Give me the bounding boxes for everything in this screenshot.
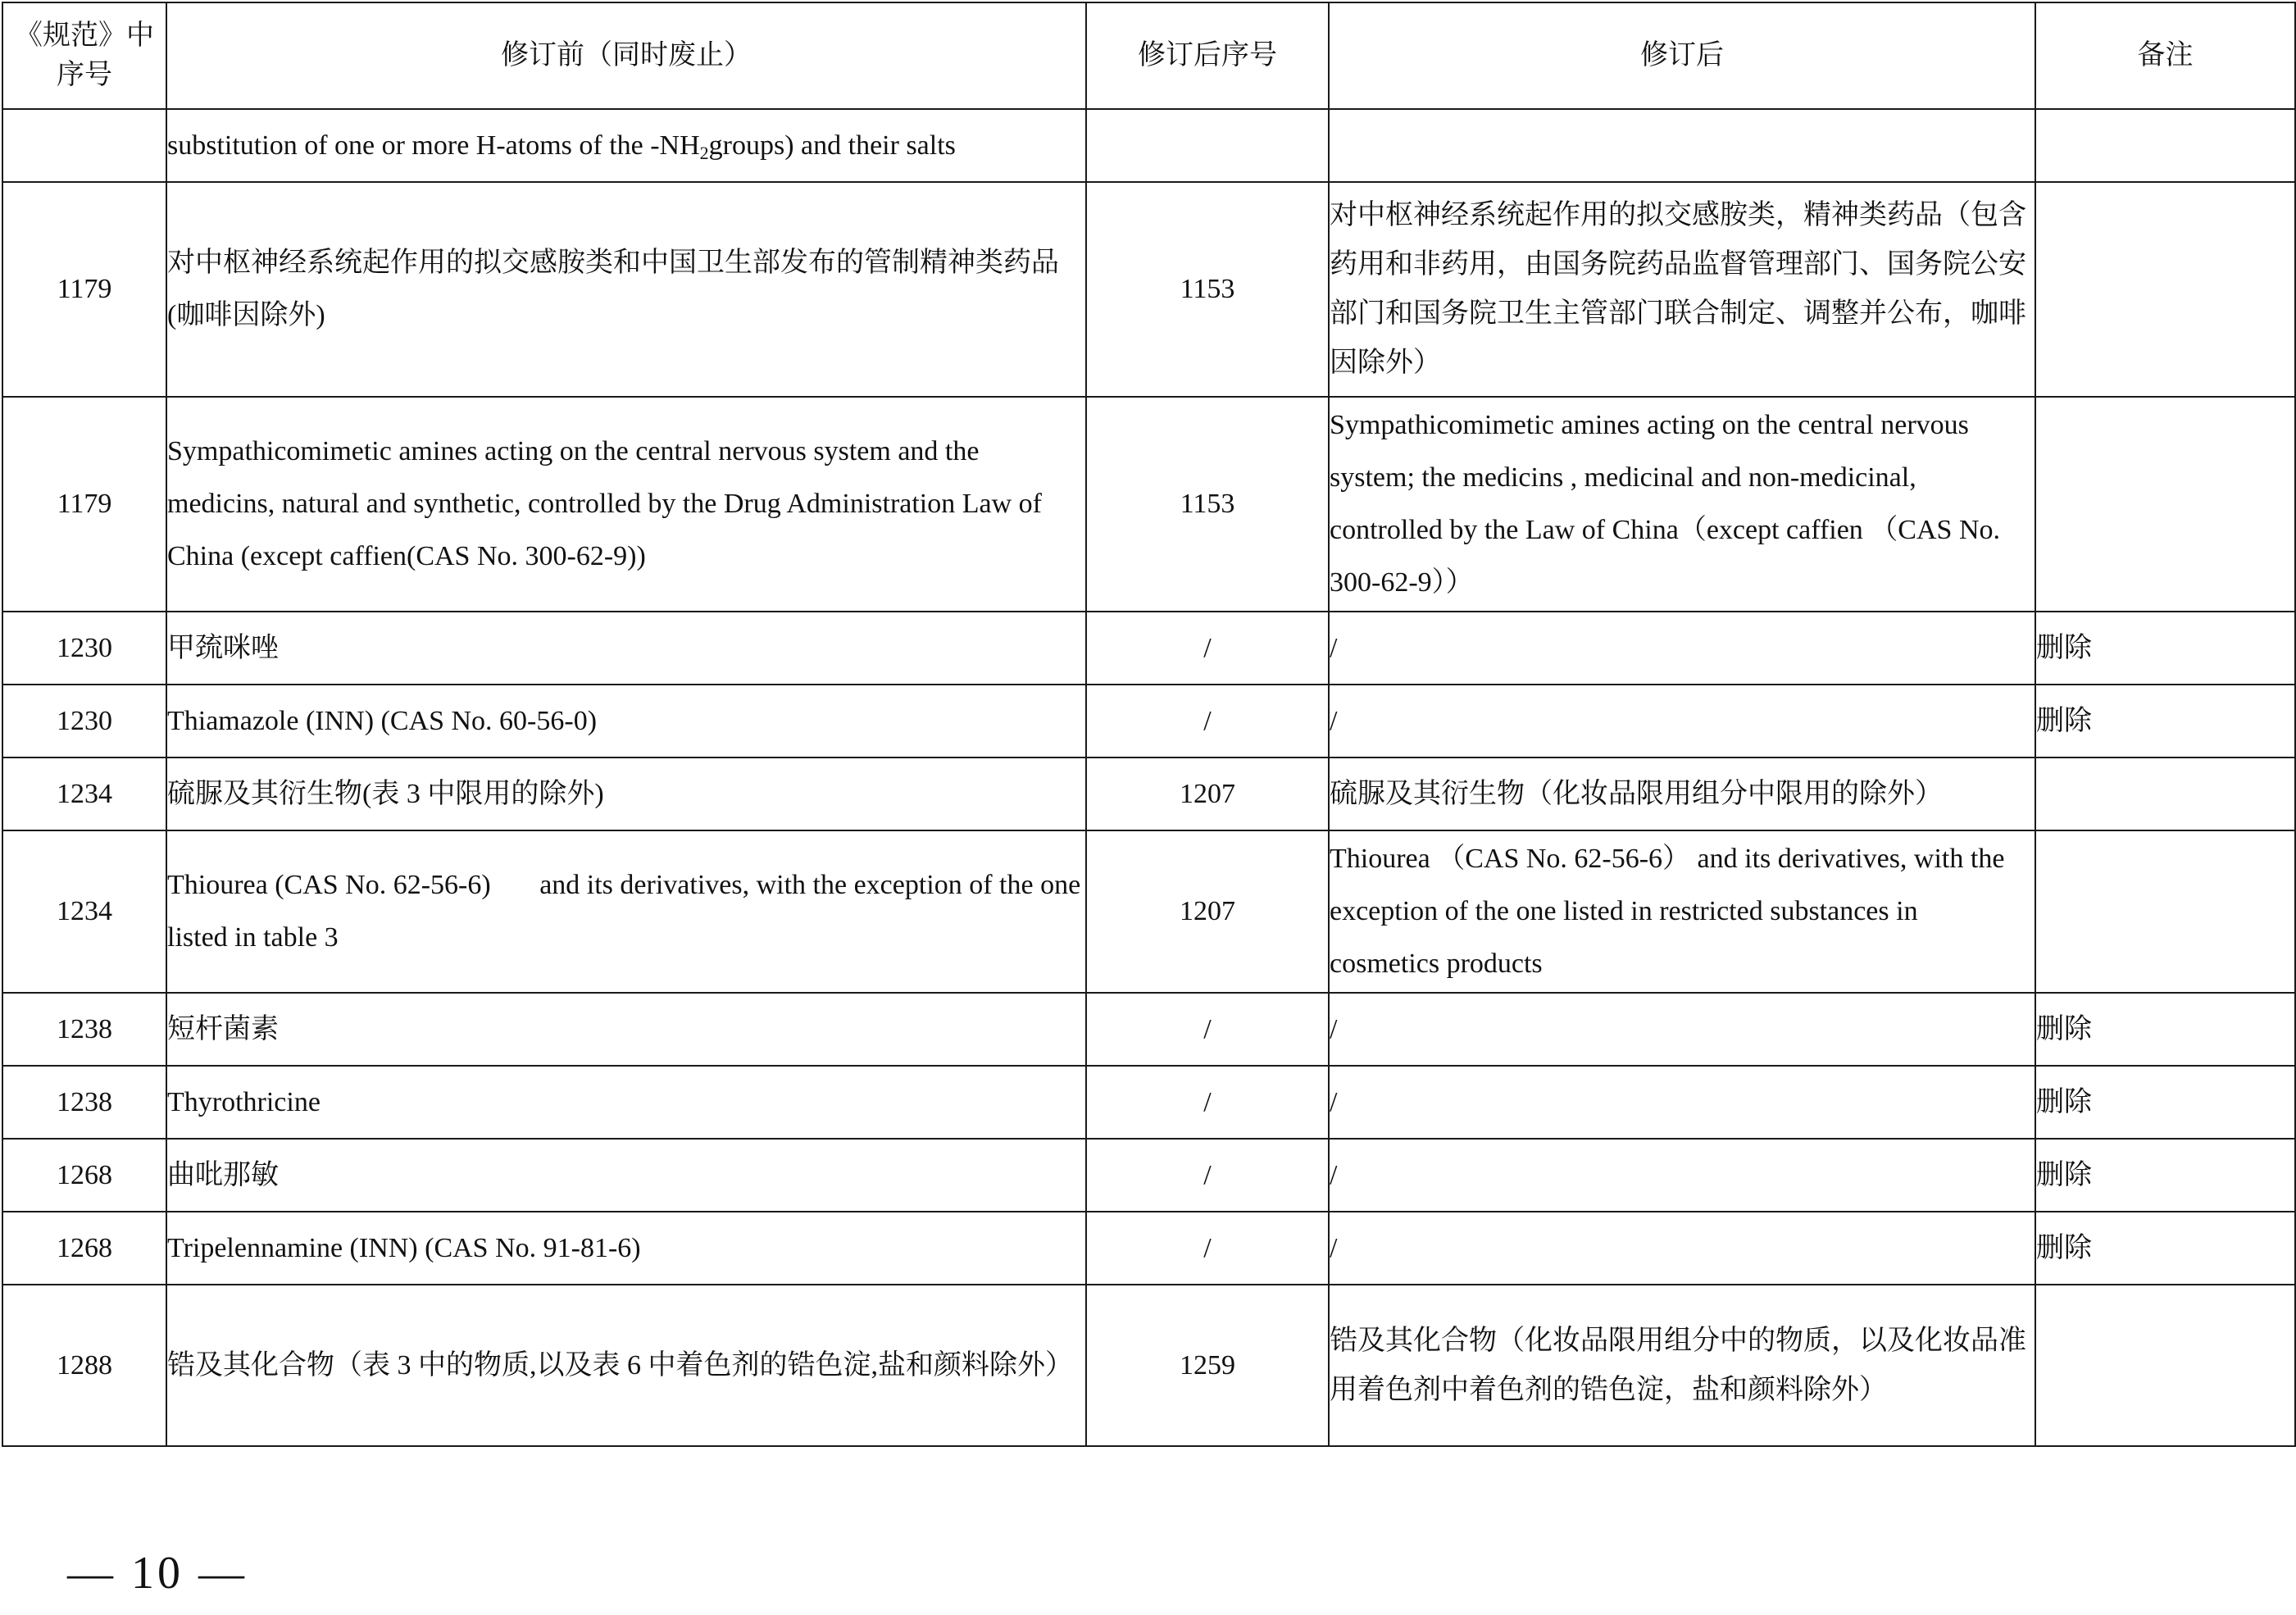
table-row [2, 1066, 2295, 1139]
cell-new-number: / [1086, 685, 1329, 757]
cell-before: Thyrothricine [166, 1066, 1086, 1139]
cell-original-number: 1268 [2, 1139, 166, 1212]
cell-new-number [1086, 109, 1329, 182]
cell-before-part: groups) and their salts [708, 130, 956, 161]
cell-before [166, 109, 1086, 182]
cell-original-number: 1179 [2, 182, 166, 397]
table-row [2, 109, 2295, 182]
table-row [2, 1212, 2295, 1285]
cell-original-number: 1234 [2, 757, 166, 830]
cell-new-number: 1153 [1086, 182, 1329, 397]
cell-before: Sympathicomimetic amines acting on the central nervous system and the medicins, natural and synthetic, controlled by the Drug Administration Law of China (except caffien(CAS No. 300-62-9)) [166, 397, 1086, 612]
cell-before: 锆及其化合物（表 3 中的物质,以及表 6 中着色剂的锆色淀,盐和颜料除外） [166, 1285, 1086, 1446]
cell-original-number: 1238 [2, 1066, 166, 1139]
table-row [2, 612, 2295, 685]
table-row [2, 830, 2295, 993]
header-original-number: 《规范》中序号 [2, 2, 166, 109]
cell-new-number: 1207 [1086, 830, 1329, 993]
cell-after: / [1329, 1212, 2035, 1285]
cell-remarks [2035, 757, 2295, 830]
table-row [2, 1285, 2295, 1446]
cell-new-number: 1153 [1086, 397, 1329, 612]
cell-remarks: 删除 [2035, 1212, 2295, 1285]
cell-remarks [2035, 109, 2295, 182]
cell-remarks [2035, 182, 2295, 397]
header-new-number: 修订后序号 [1086, 2, 1329, 109]
cell-before: 甲巯咪唑 [166, 612, 1086, 685]
cell-original-number: 1288 [2, 1285, 166, 1446]
header-before-revision: 修订前（同时废止） [166, 2, 1086, 109]
table-header-row [2, 2, 2295, 109]
table-row [2, 757, 2295, 830]
cell-after: / [1329, 612, 2035, 685]
cell-original-number: 1238 [2, 993, 166, 1066]
cell-new-number: / [1086, 612, 1329, 685]
page-number: — 10 — [67, 1548, 248, 1599]
cell-before-part: substitution of one or more H-atoms of the -NH [167, 130, 700, 161]
table-row [2, 397, 2295, 612]
cell-new-number: / [1086, 1212, 1329, 1285]
cell-before: 曲吡那敏 [166, 1139, 1086, 1212]
cell-remarks: 删除 [2035, 993, 2295, 1066]
cell-remarks [2035, 1285, 2295, 1446]
cell-original-number: 1179 [2, 397, 166, 612]
cell-new-number: 1207 [1086, 757, 1329, 830]
cell-after: / [1329, 1066, 2035, 1139]
table-row [2, 182, 2295, 397]
cell-original-number: 1230 [2, 685, 166, 757]
cell-after: / [1329, 685, 2035, 757]
cell-new-number: / [1086, 1066, 1329, 1139]
cell-before: Thiourea (CAS No. 62-56-6) and its derivatives, with the exception of the one listed in table 3 [166, 830, 1086, 993]
revision-table [2, 2, 2296, 1447]
header-remarks: 备注 [2035, 2, 2295, 109]
cell-new-number: / [1086, 993, 1329, 1066]
cell-remarks [2035, 397, 2295, 612]
cell-after: 锆及其化合物（化妆品限用组分中的物质，以及化妆品准用着色剂中着色剂的锆色淀，盐和颜料除外） [1329, 1285, 2035, 1446]
cell-original-number: 1234 [2, 830, 166, 993]
cell-remarks: 删除 [2035, 685, 2295, 757]
cell-remarks: 删除 [2035, 1139, 2295, 1212]
header-after-revision: 修订后 [1329, 2, 2035, 109]
cell-new-number: 1259 [1086, 1285, 1329, 1446]
cell-after: 硫脲及其衍生物（化妆品限用组分中限用的除外） [1329, 757, 2035, 830]
table-row [2, 1139, 2295, 1212]
cell-remarks: 删除 [2035, 1066, 2295, 1139]
subscript: 2 [699, 142, 709, 163]
cell-original-number: 1268 [2, 1212, 166, 1285]
cell-after: / [1329, 993, 2035, 1066]
cell-new-number: / [1086, 1139, 1329, 1212]
cell-before: Tripelennamine (INN) (CAS No. 91-81-6) [166, 1212, 1086, 1285]
table-row [2, 993, 2295, 1066]
cell-after [1329, 109, 2035, 182]
cell-before: 对中枢神经系统起作用的拟交感胺类和中国卫生部发布的管制精神类药品(咖啡因除外) [166, 182, 1086, 397]
cell-before: 硫脲及其衍生物(表 3 中限用的除外) [166, 757, 1086, 830]
cell-original-number: 1230 [2, 612, 166, 685]
cell-remarks: 删除 [2035, 612, 2295, 685]
cell-before: Thiamazole (INN) (CAS No. 60-56-0) [166, 685, 1086, 757]
cell-remarks [2035, 830, 2295, 993]
cell-after: Thiourea （CAS No. 62-56-6） and its derivatives, with the exception of the one listed in restricted substances in cosmetics products [1329, 830, 2035, 993]
cell-after: Sympathicomimetic amines acting on the central nervous system; the medicins , medicinal and non-medicinal, controlled by the Law of China（except caffien （CAS No. 300-62-9）） [1329, 397, 2035, 612]
cell-before: 短杆菌素 [166, 993, 1086, 1066]
cell-original-number [2, 109, 166, 182]
table-row [2, 685, 2295, 757]
cell-after: / [1329, 1139, 2035, 1212]
cell-after: 对中枢神经系统起作用的拟交感胺类，精神类药品（包含药用和非药用，由国务院药品监督管理部门、国务院公安部门和国务院卫生主管部门联合制定、调整并公布，咖啡因除外） [1329, 182, 2035, 397]
